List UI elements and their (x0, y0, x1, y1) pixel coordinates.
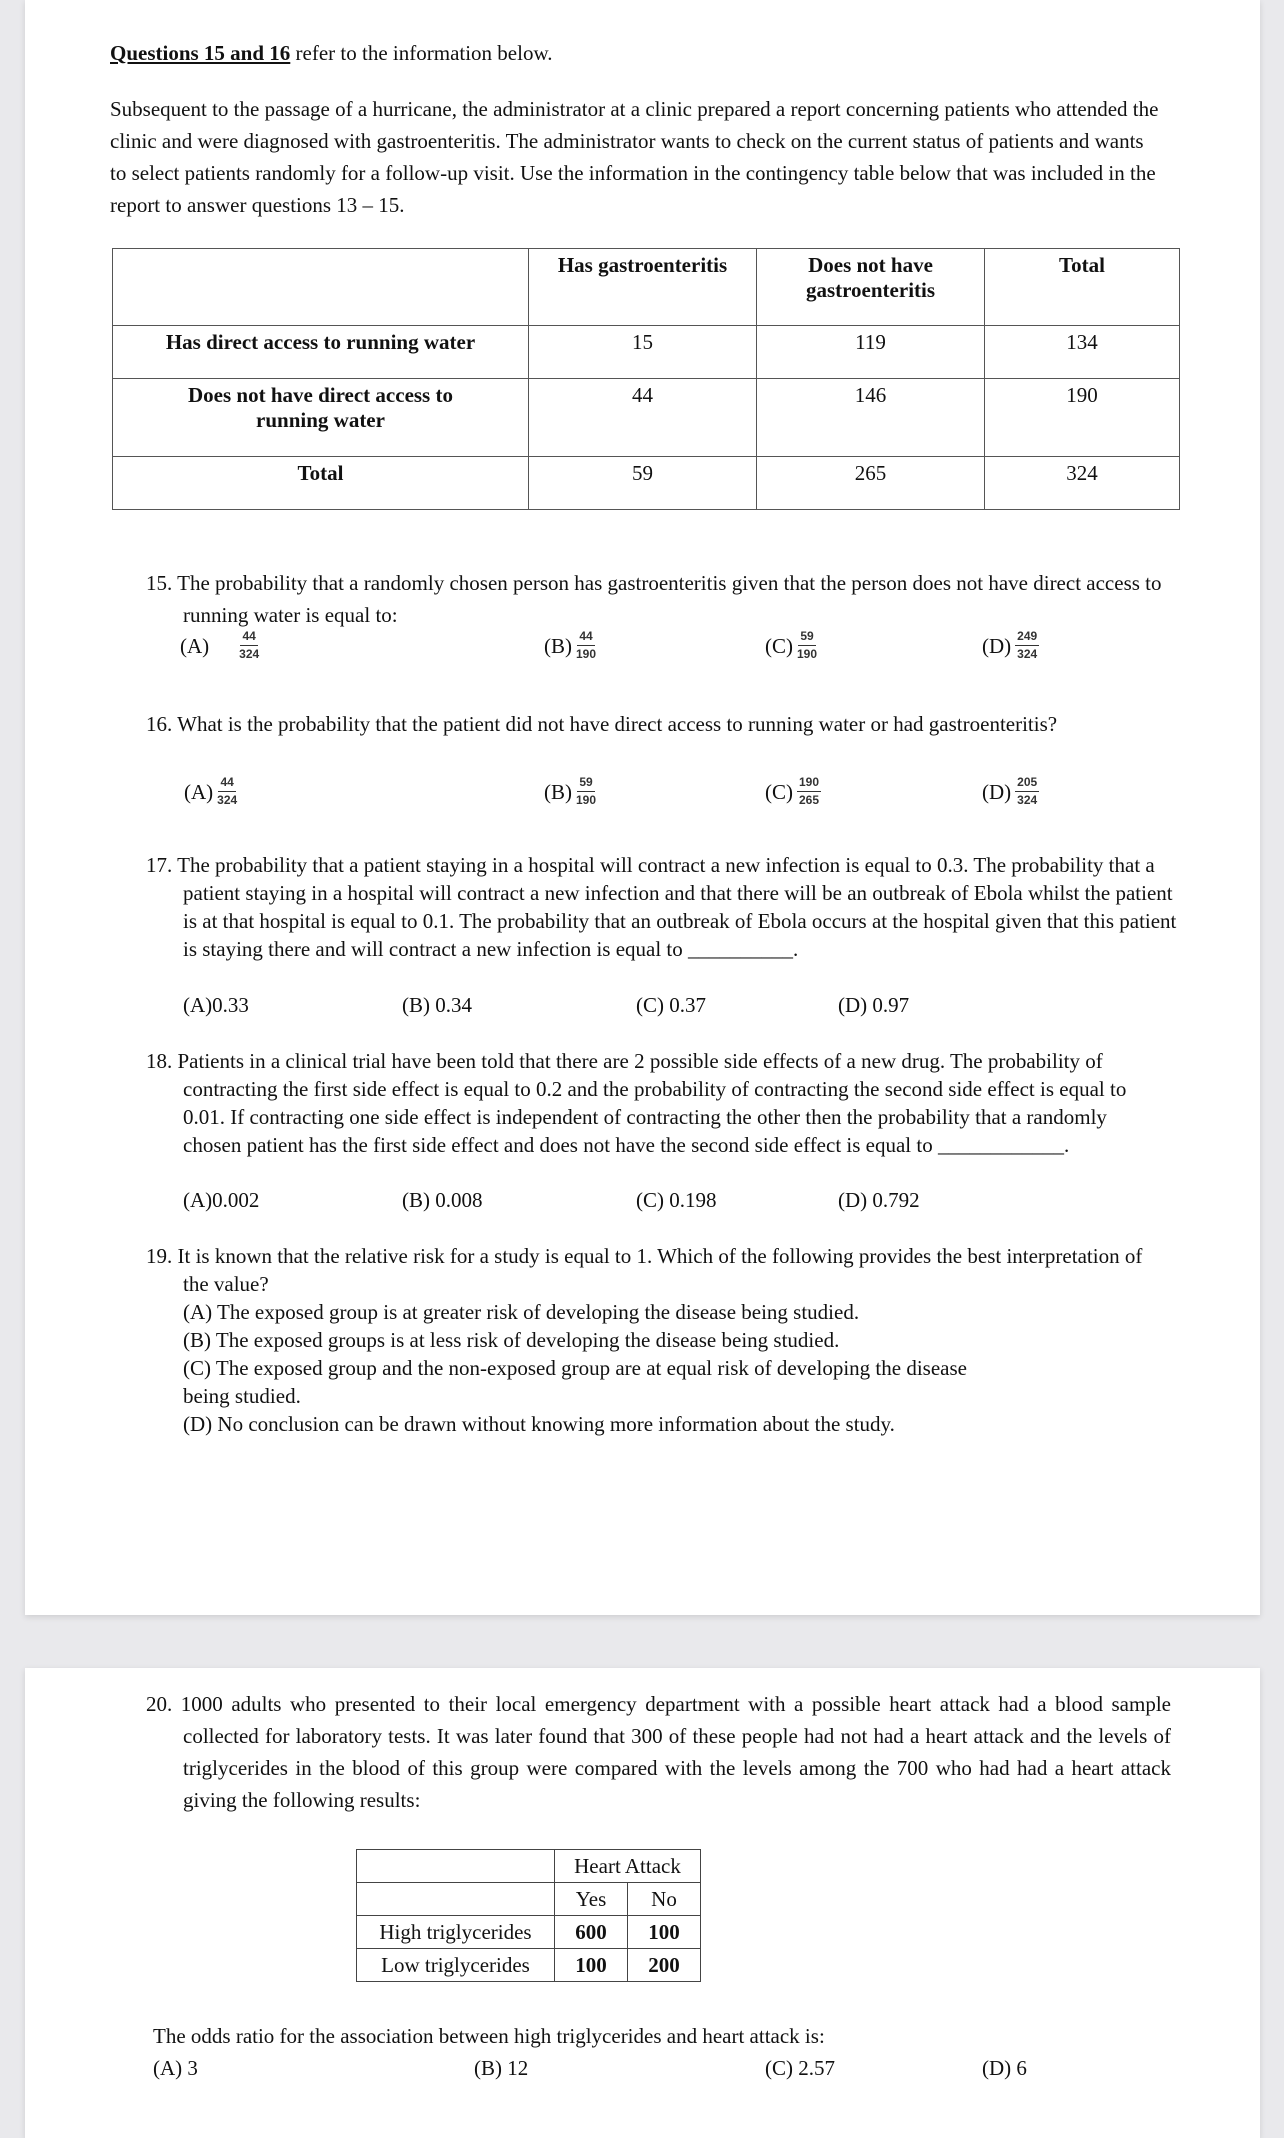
question-18-text: 18. Patients in a clinical trial have been told that there are 2 possible side effects of a new drug. The probability of contracting the first side effect is equal to 0.2 and the probability of contracting the second side effect is equal to 0.01. If contracting one side effect is independent of contracting the other then the probability that a randomly chosen patient has the first side effect and does not have the second side effect is equal to ____________. (146, 1049, 1127, 1157)
fraction (217, 776, 237, 807)
table-cell: 119 (757, 326, 985, 379)
table-cell: 146 (757, 379, 985, 457)
intro-paragraph: Subsequent to the passage of a hurricane, the administrator at a clinic prepared a report concerning patients who attended the clinic and were diagnosed with gastroenteritis. The administrator wants to check on the current status of patients and wants to select patients randomly for a follow-up visit. Use the information in the contingency table below that was included in the report to answer questions 13 – 15. (110, 97, 1159, 217)
q18-option-a[interactable]: (A)0.002 (183, 1188, 260, 1212)
fraction (239, 630, 259, 661)
empty-cell (357, 1883, 555, 1916)
table-row (357, 1916, 701, 1949)
option-label: (A) (184, 779, 214, 804)
row-label: Low triglycerides (357, 1949, 555, 1982)
q20-option-c[interactable]: (C) 2.57 (765, 2056, 835, 2080)
q19-option-d[interactable]: (D) No conclusion can be drawn without knowing more information about the study. (183, 1412, 895, 1436)
q17-option-b[interactable]: (B) 0.34 (402, 993, 472, 1017)
table-cell: 265 (757, 457, 985, 510)
question-20 (146, 1688, 1171, 1816)
q17-option-d[interactable]: (D) 0.97 (838, 993, 910, 1017)
row-label: Does not have direct access to running water (113, 379, 529, 457)
q18-option-b[interactable]: (B) 0.008 (402, 1188, 483, 1212)
denominator: 324 (239, 647, 260, 661)
denominator: 324 (1017, 647, 1038, 661)
question-19-text: 19. It is known that the relative risk for a study is equal to 1. Which of the following provides the best interpretation of the value? (146, 1244, 1143, 1296)
fraction (797, 776, 821, 807)
header-cell: Does not have gastroenteritis (757, 249, 985, 326)
question-17-text: 17. The probability that a patient staying in a hospital will contract a new infection is equal to 0.3. The probability that a patient staying in a hospital will contract a new infection and that there will be an outbreak of Ebola whilst the patient is at that hospital is equal to 0.1. The probability that an outbreak of Ebola occurs at the hospital given that this patient is staying there and will contract a new infection is equal to __________. (146, 853, 1177, 961)
intro-heading (110, 37, 553, 69)
numerator: 44 (577, 630, 594, 646)
row-label: Total (113, 457, 529, 510)
row-label: Has direct access to running water (113, 326, 529, 379)
fraction (1015, 776, 1039, 807)
option-label: (A) (180, 633, 210, 658)
header-cell (113, 249, 529, 326)
q20-option-a[interactable]: (A) 3 (153, 2056, 198, 2080)
question-19 (146, 1242, 1156, 1438)
option-label: (D) (982, 779, 1012, 804)
denominator: 265 (799, 793, 820, 807)
q15-option-d[interactable] (982, 630, 1039, 661)
numerator: 249 (1015, 630, 1039, 646)
q19-option-b[interactable]: (B) The exposed groups is at less risk of developing the disease being studied. (183, 1328, 840, 1352)
header-cell: Has gastroenteritis (529, 249, 757, 326)
contingency-table (112, 248, 1180, 510)
table-cell: 44 (529, 379, 757, 457)
table-row (357, 1949, 701, 1982)
table-row (113, 326, 1180, 379)
table-header-row (113, 249, 1180, 326)
q16-option-d[interactable] (982, 776, 1039, 807)
table-cell: 200 (628, 1949, 701, 1982)
question-18 (146, 1047, 1156, 1159)
option-label: (C) (765, 779, 793, 804)
q15-option-b[interactable] (544, 630, 596, 661)
denominator: 190 (576, 647, 597, 661)
heart-attack-table (356, 1849, 701, 1982)
table-row (113, 457, 1180, 510)
q18-option-c[interactable]: (C) 0.198 (636, 1188, 717, 1212)
table-cell: 190 (985, 379, 1180, 457)
group-header: Heart Attack (555, 1850, 701, 1883)
intro-heading-rest: refer to the information below. (290, 41, 553, 65)
fraction (576, 776, 596, 807)
denominator: 190 (797, 647, 818, 661)
q18-option-d[interactable]: (D) 0.792 (838, 1188, 920, 1212)
table-row (113, 379, 1180, 457)
intro-heading-bold: Questions 15 and 16 (110, 41, 291, 65)
question-15-text: 15. The probability that a randomly chosen person has gastroenteritis given that the person does not have direct access to running water is equal to: (146, 571, 1162, 627)
table-cell: 15 (529, 326, 757, 379)
numerator: 44 (218, 776, 235, 792)
numerator: 205 (1015, 776, 1039, 792)
table-cell: 324 (985, 457, 1180, 510)
question-16-text: 16. What is the probability that the patient did not have direct access to running water or had gastroenteritis? (146, 712, 1058, 736)
table-cell: 600 (555, 1916, 628, 1949)
option-label: (B) (544, 779, 572, 804)
table-header-row (357, 1883, 701, 1916)
q16-option-a[interactable] (184, 776, 237, 807)
q15-option-c[interactable] (765, 630, 817, 661)
numerator: 190 (797, 776, 821, 792)
fraction (797, 630, 817, 661)
table-header-row (357, 1850, 701, 1883)
table-cell: 100 (555, 1949, 628, 1982)
col-header: No (628, 1883, 701, 1916)
q15-option-a[interactable] (180, 630, 259, 661)
header-cell: Total (985, 249, 1180, 326)
q16-option-b[interactable] (544, 776, 596, 807)
option-label: (D) (982, 633, 1012, 658)
table-cell: 100 (628, 1916, 701, 1949)
q20-option-d[interactable]: (D) 6 (982, 2056, 1027, 2080)
question-15 (146, 567, 1176, 631)
question-20-text: 20. 1000 adults who presented to their local emergency department with a possible heart attack had a blood sample collected for laboratory tests. It was later found that 300 of these people had not had a heart attack and the levels of triglycerides in the blood of this group were compared with the levels among the 700 who had had a heart attack giving the following results: (146, 1692, 1171, 1812)
numerator: 59 (577, 776, 594, 792)
q19-option-c[interactable]: (C) The exposed group and the non-exposed group are at equal risk of developing the disease being studied. (183, 1356, 967, 1408)
question-16 (146, 708, 1176, 740)
empty-cell (357, 1850, 555, 1883)
q19-option-a[interactable]: (A) The exposed group is at greater risk of developing the disease being studied. (183, 1300, 860, 1324)
denominator: 190 (576, 793, 597, 807)
q20-option-b[interactable]: (B) 12 (474, 2056, 529, 2080)
q17-option-c[interactable]: (C) 0.37 (636, 993, 706, 1017)
col-header: Yes (555, 1883, 628, 1916)
q16-option-c[interactable] (765, 776, 821, 807)
fraction (576, 630, 596, 661)
option-label: (C) (765, 633, 793, 658)
question-19-options (146, 1298, 1013, 1438)
denominator: 324 (217, 793, 238, 807)
fraction (1015, 630, 1039, 661)
numerator: 44 (240, 630, 257, 646)
numerator: 59 (798, 630, 815, 646)
table-cell: 134 (985, 326, 1180, 379)
q20-prompt: The odds ratio for the association between high triglycerides and heart attack is: (153, 2024, 825, 2048)
row-label: High triglycerides (357, 1916, 555, 1949)
question-17 (146, 851, 1181, 963)
table-cell: 59 (529, 457, 757, 510)
option-label: (B) (544, 633, 572, 658)
denominator: 324 (1017, 793, 1038, 807)
q17-option-a[interactable]: (A)0.33 (183, 993, 249, 1017)
